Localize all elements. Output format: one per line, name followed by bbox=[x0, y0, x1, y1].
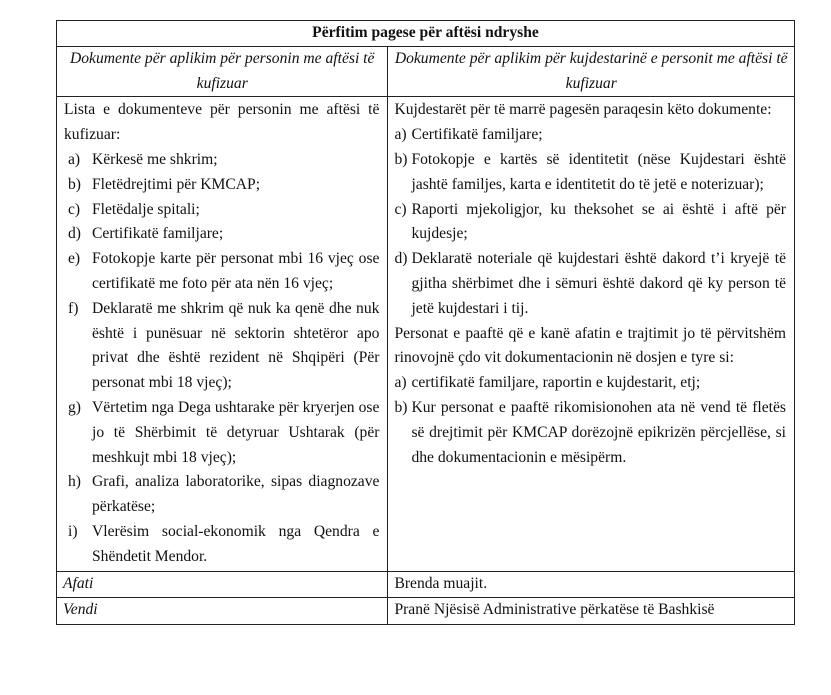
list-item bbox=[64, 148, 379, 173]
list-item-text: Kur personat e paaftë rikomisionohen ata në vend të fletës së drejtimit për KMCAP dorëzojnë epikrizën përcjellëse, si dhe dokumentacionin e mësipërm. bbox=[411, 398, 786, 466]
list-item bbox=[394, 247, 786, 321]
list-item-marker: a) bbox=[68, 150, 81, 168]
table-title: Përfitim pagese për aftësi ndryshe bbox=[57, 21, 795, 47]
list-item-marker: i) bbox=[68, 522, 78, 540]
left-column-header: Dokumente për aplikim për personin me aftësi të kufizuar bbox=[57, 46, 388, 97]
location-label: Vendi bbox=[57, 598, 388, 625]
list-item bbox=[64, 297, 379, 396]
list-item-text: Raporti mjekoligjor, ku theksohet se ai është i aftë për kujdesje; bbox=[411, 200, 786, 243]
list-item-marker: b) bbox=[68, 175, 81, 193]
list-item bbox=[64, 198, 379, 223]
list-item-text: Kërkesë me shkrim; bbox=[92, 150, 218, 168]
benefit-table bbox=[56, 20, 795, 625]
deadline-value: Brenda muajit. bbox=[388, 571, 795, 598]
deadline-label: Afati bbox=[57, 571, 388, 598]
right-column-header: Dokumente për aplikim për kujdestarinë e personit me aftësi të kufizuar bbox=[388, 46, 795, 97]
list-item-text: Fletëdrejtimi për KMCAP; bbox=[92, 175, 261, 193]
list-item-marker: b) bbox=[394, 398, 408, 416]
list-item bbox=[64, 222, 379, 247]
renewal-paragraph: Personat e paaftë që e kanë afatin e trajtimit jo të përvitshëm rinovojnë çdo vit dokumentacionin në dosjen e tyre si: bbox=[394, 324, 786, 367]
list-item bbox=[64, 470, 379, 520]
list-item-marker: c) bbox=[68, 200, 81, 218]
location-row bbox=[57, 598, 795, 625]
list-item-marker: c) bbox=[394, 200, 407, 218]
header-row bbox=[57, 46, 795, 97]
list-item-text: Vërtetim nga Dega ushtarake për kryerjen ose jo të Shërbimit të detyruar Ushtarak (për meshkujt mbi 18 vjeç); bbox=[92, 398, 380, 466]
left-document-list bbox=[64, 148, 379, 570]
list-item bbox=[64, 520, 379, 570]
documents-row bbox=[57, 97, 795, 571]
list-item-marker: f) bbox=[68, 299, 79, 317]
list-item-text: Deklaratë me shkrim që nuk ka qenë dhe nuk është i punësuar në sektorin shtetëror apo privat dhe është rezident në Shqipëri (Për personat mbi 18 vjeç); bbox=[92, 299, 380, 392]
list-item bbox=[394, 148, 786, 198]
deadline-row bbox=[57, 571, 795, 598]
title-row bbox=[57, 21, 795, 47]
list-item-text: Fletëdalje spitali; bbox=[92, 200, 200, 218]
list-item-marker: d) bbox=[68, 225, 81, 243]
list-item-marker: g) bbox=[68, 398, 81, 416]
list-item bbox=[64, 173, 379, 198]
list-item-text: Vlerësim social-ekonomik nga Qendra e Shëndetit Mendor. bbox=[92, 522, 380, 565]
list-item-text: Deklaratë noteriale që kujdestari është dakord t’i kryejë të gjitha shërbimet dhe i sëmuri është dakord që ky person të jetë kujdestari i tij. bbox=[411, 250, 786, 317]
list-item-text: Grafi, analiza laboratorike, sipas diagnozave përkatëse; bbox=[92, 473, 380, 516]
list-item bbox=[64, 396, 379, 470]
right-intro: Kujdestarët për të marrë pagesën paraqesin këto dokumente: bbox=[394, 101, 772, 119]
list-item-marker: a) bbox=[394, 374, 407, 392]
list-item bbox=[64, 247, 379, 297]
list-item-marker: b) bbox=[394, 150, 408, 168]
list-item-text: Fotokopje e kartës së identitetit (nëse Kujdestari është jashtë familjes, karta e identitetit do të jetë e noterizuar); bbox=[411, 150, 786, 193]
list-item-text: Certifikatë familjare; bbox=[92, 225, 224, 243]
location-value: Pranë Njësisë Administrative përkatëse të Bashkisë bbox=[388, 598, 795, 625]
list-item-text: Certifikatë familjare; bbox=[411, 126, 543, 144]
right-documents-cell bbox=[388, 97, 795, 571]
list-item bbox=[394, 123, 786, 148]
list-item bbox=[394, 371, 786, 396]
list-item-text: Fotokopje karte për personat mbi 16 vjeç ose certifikatë me foto për ata nën 16 vjeç; bbox=[92, 250, 380, 292]
renewal-document-list bbox=[394, 371, 786, 470]
list-item bbox=[394, 396, 786, 470]
left-intro: Lista e dokumenteve për personin me aftësi të kufizuar: bbox=[64, 101, 380, 144]
left-documents-cell bbox=[57, 97, 388, 571]
list-item-marker: h) bbox=[68, 473, 81, 491]
list-item-text: certifikatë familjare, raportin e kujdestarit, etj; bbox=[411, 374, 701, 392]
list-item-marker: e) bbox=[68, 250, 81, 268]
list-item bbox=[394, 198, 786, 248]
list-item-marker: d) bbox=[394, 250, 408, 268]
list-item-marker: a) bbox=[394, 126, 407, 144]
right-document-list bbox=[394, 123, 786, 321]
